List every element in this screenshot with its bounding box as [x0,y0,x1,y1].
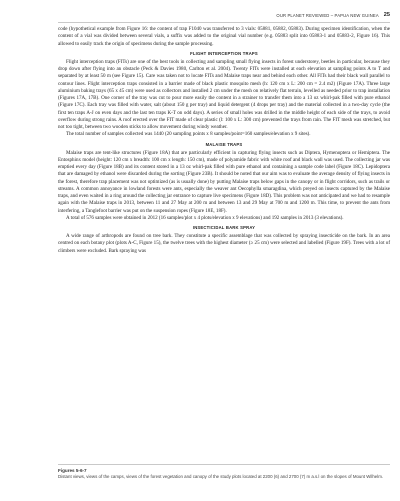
running-title: OUR PLANET REVIEWED – PAPUA NEW GUINEA [276,12,379,18]
paragraph-fit-2: The total number of samples collected was 1440 (20 sampling points x 8 samples/point=160 samples/elevation x 9 sites). [66,131,311,138]
paragraph-malaise-2: A total of 576 samples were obtained in 2012 (16 samples/plot x 4 plots/elevation x 9 elevations) and 192 samples in 2013 (3 elevations). [66,214,344,221]
section-heading-insecticidal-bark-spray: INSECTICIDAL BARK SPRAY [192,225,256,230]
paragraph-fit-1: Flight interception traps (FITs) are one of the best tools in collecting and sampling small flying insects in forest understorey, beetles in particular, because they drop down after flying into an obstacle (Peck & Davies 1980, Carlton et al. 2004). Twenty FITs were installed at each elevation at sampling points A to T and separated by at least 50 m (see Figure 15). Care was taken not to locate FITs and Malaise traps near and behind each other. All FITs had their black wall parallel to contour lines. Flight interception traps consisted in a barrier made of black plastic mosquito mesh (h: 120 cm x L: 200 cm = 2.4 m2) (Figure 17A). Three large aluminium baking trays (65 x 45 cm) were used as collectors and installed 2 cm under the mesh on relatively flat terrain, levelled as needed prior to trap installation (Figures 17A, 17B). One corner of the tray was cut to pour more easily the content in a strainer to transfer them into a 13 oz whirl-pak filled with pure ethanol (Figure 17C). Each tray was filled with water, salt (about 150 g per tray) and liquid detergent (4 drops per tray) and the material collected in a two-day cycle (the first ten traps A-J on even days and the last ten traps K-T on odd days). A series of small holes was drilled in the middle height of each side of the trays, to avoid overflow during strong rains. A roof erected over the FIT made of clear plastic (l: 100 x L: 300 cm) prevented the trays from rain. The FIT mesh was stretched, but not too tight, between two wooden sticks to allow movement during windy weather. [58,58,390,130]
figure-caption [58,464,390,480]
caption-rule [58,464,390,465]
figure-caption-text: Distant views, views of the camps, views of the forest vegetation and canopy of the study plots located at 2200 (6) and 2700 (7) m a.s.l on the slopes of Mount Wilhelm. [58,474,384,479]
figure-label: Figures 5-6-7 [58,468,87,473]
body-text [58,26,390,255]
paragraph-malaise-1: Malaise traps are tent-like structures (Figure 18A) that are particularly efficient in capturing flying insects such as Diptera, Hymenoptera or Hemiptera. The Entosphinx model (height: 120 cm x breadth: 100 cm x length: 150 cm), made of polyamide fabric with white roof and black wall was used. The collecting jar was emptied every day (Figure 18B) and its content stored in a 13 oz whirl-pak filled with pure ethanol and containing a sample code label (Figure 18C). Lepidoptera that are damaged by ethanol were discarded during the sorting (Figure 23B). It should be noted that our aim was to evaluate the average density of flying insects in the forest, therefore trap placement was not optimized (as is usually done) by putting Malaise traps below gaps in the canopy or in flight corridors, such as trails or streams. A common annoyance in lowland forests were ants, especially the weaver ant Oecophylla smaragdina, which preyed on insects captured by the Malaise traps, and even waited in a ring around the collecting jar entrance to capture live specimens (Figure 18D). This problem was not anticipated and we had to resample again with the Malaise traps in 2013, between 11 and 27 May at 200 m and between 13 and 29 May at 700 m and 1200 m. This time, to prevent the ants from interfering, a Tanglefoot barrier was put on the suspension ropes (Figure 18E, 18F). [58,149,390,214]
section-heading-malaise-traps: MALAISE TRAPS [205,141,243,147]
running-header [276,10,390,20]
section-heading-flight-interception-traps: FLIGHT INTERCEPTION TRAPS [190,50,258,56]
paragraph-intro: code (hypothetical example from Figure 16: the content of trap F1040 was transferred to 3 vials: 05881, 05882, 05883). During specimen identification, when the content of a vial was divided between several vials, a suffix was added to the original vial number (e.g. 05883 split into 05883-1 and 05883-2, Figure 16). This allowed to easily track the origin of specimens during the sample processing. [58,26,390,47]
paragraph-bark-spray: A wide range of arthropods are found on tree bark. They constitute a specific assemblage that was collected by spraying insecticide on the bark. In an area centred on each botany plot (plots A-C, Figure 15), the twelve trees with the highest diameter (≥ 25 cm) were selected and labelled (Figure 19F). Trees with a lot of climbers were excluded. Bark spraying was [58,233,390,254]
header-rule [58,22,390,23]
page-number: 25 [383,12,390,18]
